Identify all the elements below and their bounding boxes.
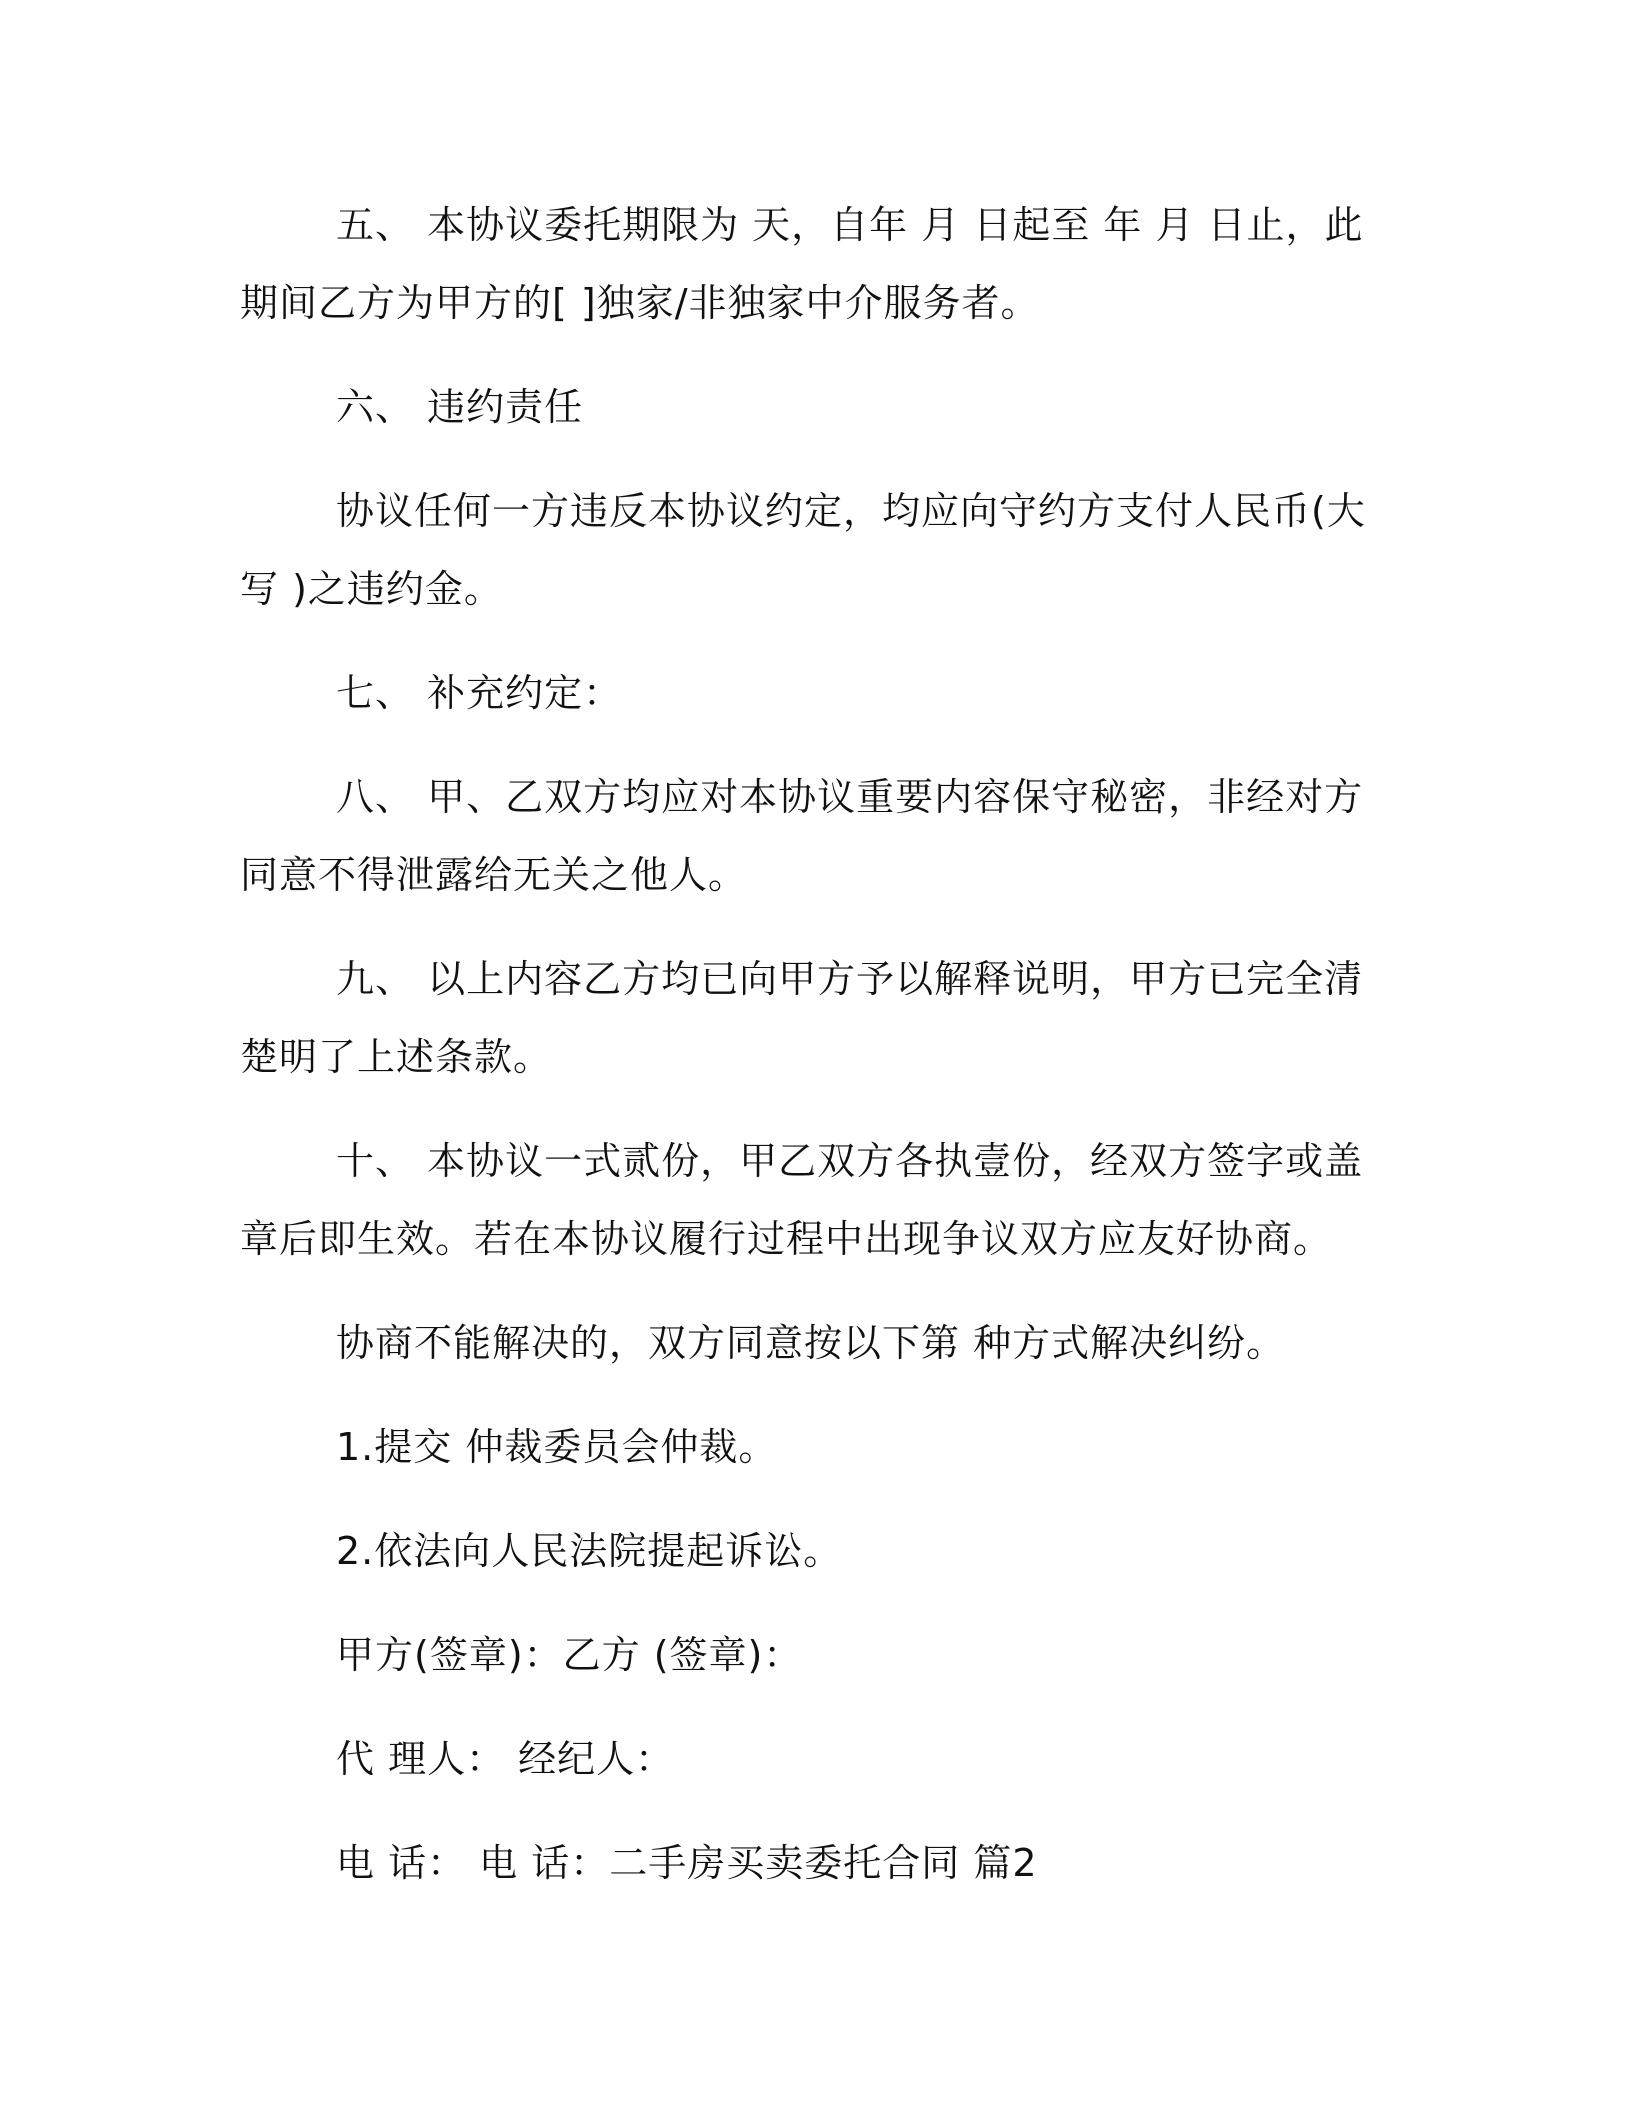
signature-line-agents: 代 理人： 经纪人： [336, 1737, 675, 1781]
clause-5-term: 五、 本协议委托期限为 天，自年 月 日起至 年 月 日止，此期间乙方为甲方的[ ]独家/非独家中介服务者。 [240, 203, 1364, 325]
clause-10-copies: 十、 本协议一式贰份，甲乙双方各执壹份，经双方签字或盖章后即生效。若在本协议履行过程中出现争议双方应友好协商。 [240, 1139, 1364, 1261]
dispute-option-litigation: 2.依法向人民法院提起诉讼。 [336, 1529, 843, 1573]
signature-line-parties: 甲方(签章)：乙方 (签章)： [336, 1633, 803, 1677]
dispute-option-arbitration: 1.提交 仲裁委员会仲裁。 [336, 1425, 778, 1469]
clause-9-explanation: 九、 以上内容乙方均已向甲方予以解释说明，甲方已完全清楚明了上述条款。 [240, 957, 1364, 1079]
document-body [240, 186, 1382, 1902]
clause-8-confidentiality: 八、 甲、乙双方均应对本协议重要内容保守秘密，非经对方同意不得泄露给无关之他人。 [240, 775, 1364, 897]
dispute-resolution: 协商不能解决的，双方同意按以下第 种方式解决纠纷。 [336, 1321, 1286, 1365]
clause-7-supplement: 七、 补充约定： [336, 671, 623, 715]
clause-6-penalty: 协议任何一方违反本协议约定，均应向守约方支付人民币(大写 )之违约金。 [240, 489, 1366, 611]
clause-6-heading: 六、 违约责任 [336, 385, 584, 429]
signature-line-phones: 电 话： 电 话：二手房买卖委托合同 篇2 [336, 1841, 1038, 1885]
